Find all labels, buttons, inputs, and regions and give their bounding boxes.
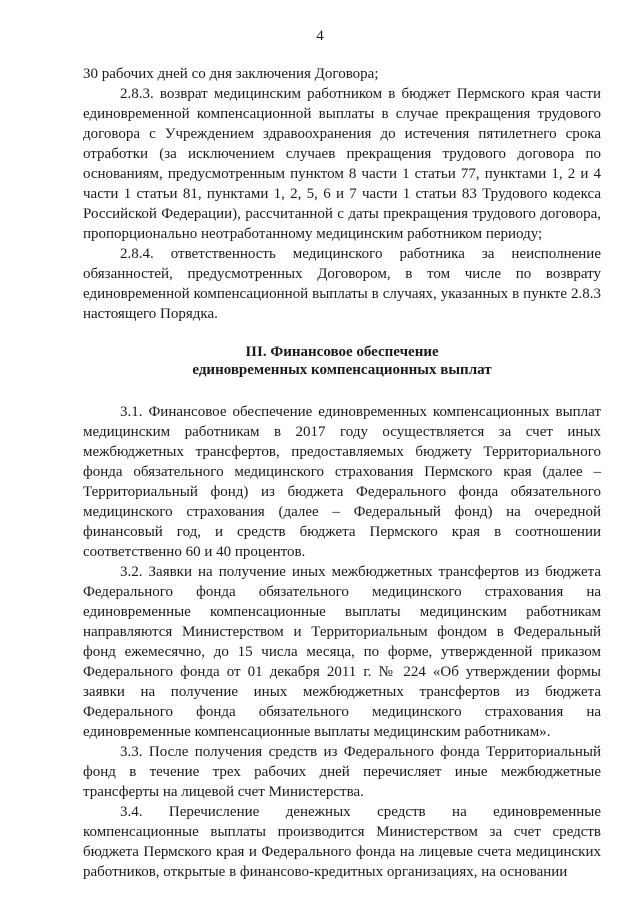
paragraph-3-1: 3.1. Финансовое обеспечение единовременных компенсационных выплат медицинским работникам в 2017 году осуществляется за счет иных межбюджетных трансфертов, предоставляемых бюджету Территориального фонда обязательного медицинского страхования Пермского края (далее – Территориальный фонд) из бюджета Федерального фонда обязательного медицинского страхования (далее – Федеральный фонд) на очередной финансовый год, и средств бюджета Пермского края в соотношении соответственно 60 и 40 процентов.: [83, 404, 601, 560]
document-body: [83, 64, 601, 882]
paragraph-continuation: 30 рабочих дней со дня заключения Договора;: [83, 66, 379, 82]
paragraph-3-4: 3.4. Перечисление денежных средств на единовременные компенсационные выплаты производится Министерством за счет средств бюджета Пермского края и Федерального фонда на лицевые счета медицинских работников, открытые в финансово-кредитных организациях, на основании: [83, 804, 601, 880]
section-title-line-2: единовременных компенсационных выплат: [192, 362, 492, 378]
paragraph-2-8-4: 2.8.4. ответственность медицинского работника за неисполнение обязанностей, предусмотренных Договором, в том числе по возврату единовременной компенсационной выплаты в случаях, указанных в пункте 2.8.3 настоящего Порядка.: [83, 246, 601, 322]
section-heading: [83, 343, 601, 379]
section-title-line-1: III. Финансовое обеспечение: [245, 344, 439, 360]
paragraph-3-2: 3.2. Заявки на получение иных межбюджетных трансфертов из бюджета Федерального фонда обязательного медицинского страхования на единовременные компенсационные выплаты медицинским работникам направляются Министерством и Территориальным фондом в Федеральный фонд ежемесячно, до 15 числа месяца, по форме, утвержденной приказом Федерального фонда от 01 декабря 2011 г. № 224 «Об утверждении формы заявки на получение иных межбюджетных трансфертов из бюджета Федерального фонда обязательного медицинского страхования на единовременные компенсационные выплаты медицинским работникам».: [83, 564, 601, 740]
paragraph-2-8-3: 2.8.3. возврат медицинским работником в бюджет Пермского края части единовременной компенсационной выплаты в случае прекращения трудового договора с Учреждением здравоохранения до истечения пятилетнего срока отработки (за исключением случаев прекращения трудового договора по основаниям, предусмотренным пунктом 8 части 1 статьи 77, пунктами 1, 2 и 4 части 1 статьи 81, пунктами 1, 2, 5, 6 и 7 части 1 статьи 83 Трудового кодекса Российской Федерации), рассчитанной с даты прекращения трудового договора, пропорционально неотработанному медицинским работником периоду;: [83, 86, 601, 242]
paragraph-3-3: 3.3. После получения средств из Федерального фонда Территориальный фонд в течение трех рабочих дней перечисляет иные межбюджетные трансферты на лицевой счет Министерства.: [83, 744, 601, 800]
page-number: 4: [316, 28, 324, 44]
